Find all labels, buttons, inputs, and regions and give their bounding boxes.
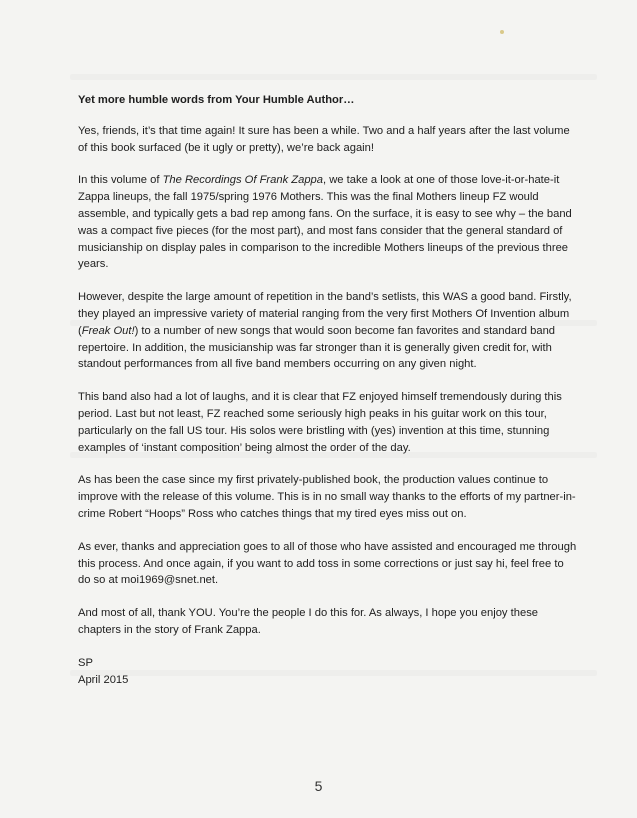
body-paragraph (78, 123, 578, 157)
letter-heading: Yet more humble words from Your Humble Author… (78, 94, 355, 106)
body-paragraph (78, 289, 578, 373)
paragraph-text: Yes, friends, it’s that time again! It sure has been a while. Two and a half years after the last volume of this book surfaced (be it ugly or pretty), we’re back again! (78, 124, 570, 154)
signature-initials: SP (78, 656, 93, 669)
paragraph-list (78, 123, 578, 639)
italic-title-text: The Recordings Of Frank Zappa (162, 174, 324, 187)
paragraph-text: However, despite the large amount of repetition in the band’s setlists, this WAS a good band. Firstly, they played an impressive variety of material ranging from the very first Mothers Of Invention album ( (78, 291, 572, 337)
paragraph-text: ) to a number of new songs that would soon become fan favorites and standard band repertoire. In addition, the musicianship was far stronger than it is generally given credit for, with standout performances from all five band members occurring on any given night. (78, 324, 556, 371)
body-paragraph (78, 605, 578, 639)
body-paragraph (78, 389, 578, 456)
show-through-line (70, 74, 597, 80)
paper-speck (500, 30, 504, 34)
page-number: 5 (314, 778, 323, 794)
body-paragraph (78, 172, 578, 273)
paragraph-text: As has been the case since my first privately-published book, the production values continue to improve with the release of this volume. This is in no small way thanks to the efforts of my partner-in-crime Robert “Hoops” Ross who catches things that my tired eyes miss out on. (78, 474, 576, 520)
paragraph-text: This band also had a lot of laughs, and it is clear that FZ enjoyed himself tremendously during this period. Last but not least, FZ reached some seriously high peaks in his guitar work on this tour, particularly on the fall US tour. His solos were bristling with (yes) invention at this time, stunning examples of ‘instant composition’ being almost the order of the day. (78, 391, 562, 454)
signature-date: April 2015 (78, 673, 129, 686)
paragraph-text: And most of all, thank YOU. You’re the people I do this for. As always, I hope you enjoy these chapters in the story of Frank Zappa. (78, 607, 539, 636)
body-paragraph (78, 472, 578, 522)
paragraph-text: , we take a look at one of those love-it-or-hate-it Zappa lineups, the fall 1975/spring 1976 Mothers. This was the final Mothers lineup FZ would assemble, and typically gets a bad rep among fans. On the surface, it is easy to see why – the band was a compact five pieces (for the most part), and most fans consider that the general standard of musicianship on display pales in comparison to the incredible Mothers lineups of the previous three years. (78, 174, 572, 271)
body-paragraph (78, 539, 578, 589)
paragraph-text: In this volume of (78, 174, 163, 187)
letter-body (78, 92, 578, 688)
paragraph-text: As ever, thanks and appreciation goes to all of those who have assisted and encouraged me through this process. And once again, if you want to add toss in some corrections or just say hi, feel free to do so at moi1969@snet.net. (78, 540, 577, 587)
italic-title-text: Freak Out! (81, 324, 135, 337)
